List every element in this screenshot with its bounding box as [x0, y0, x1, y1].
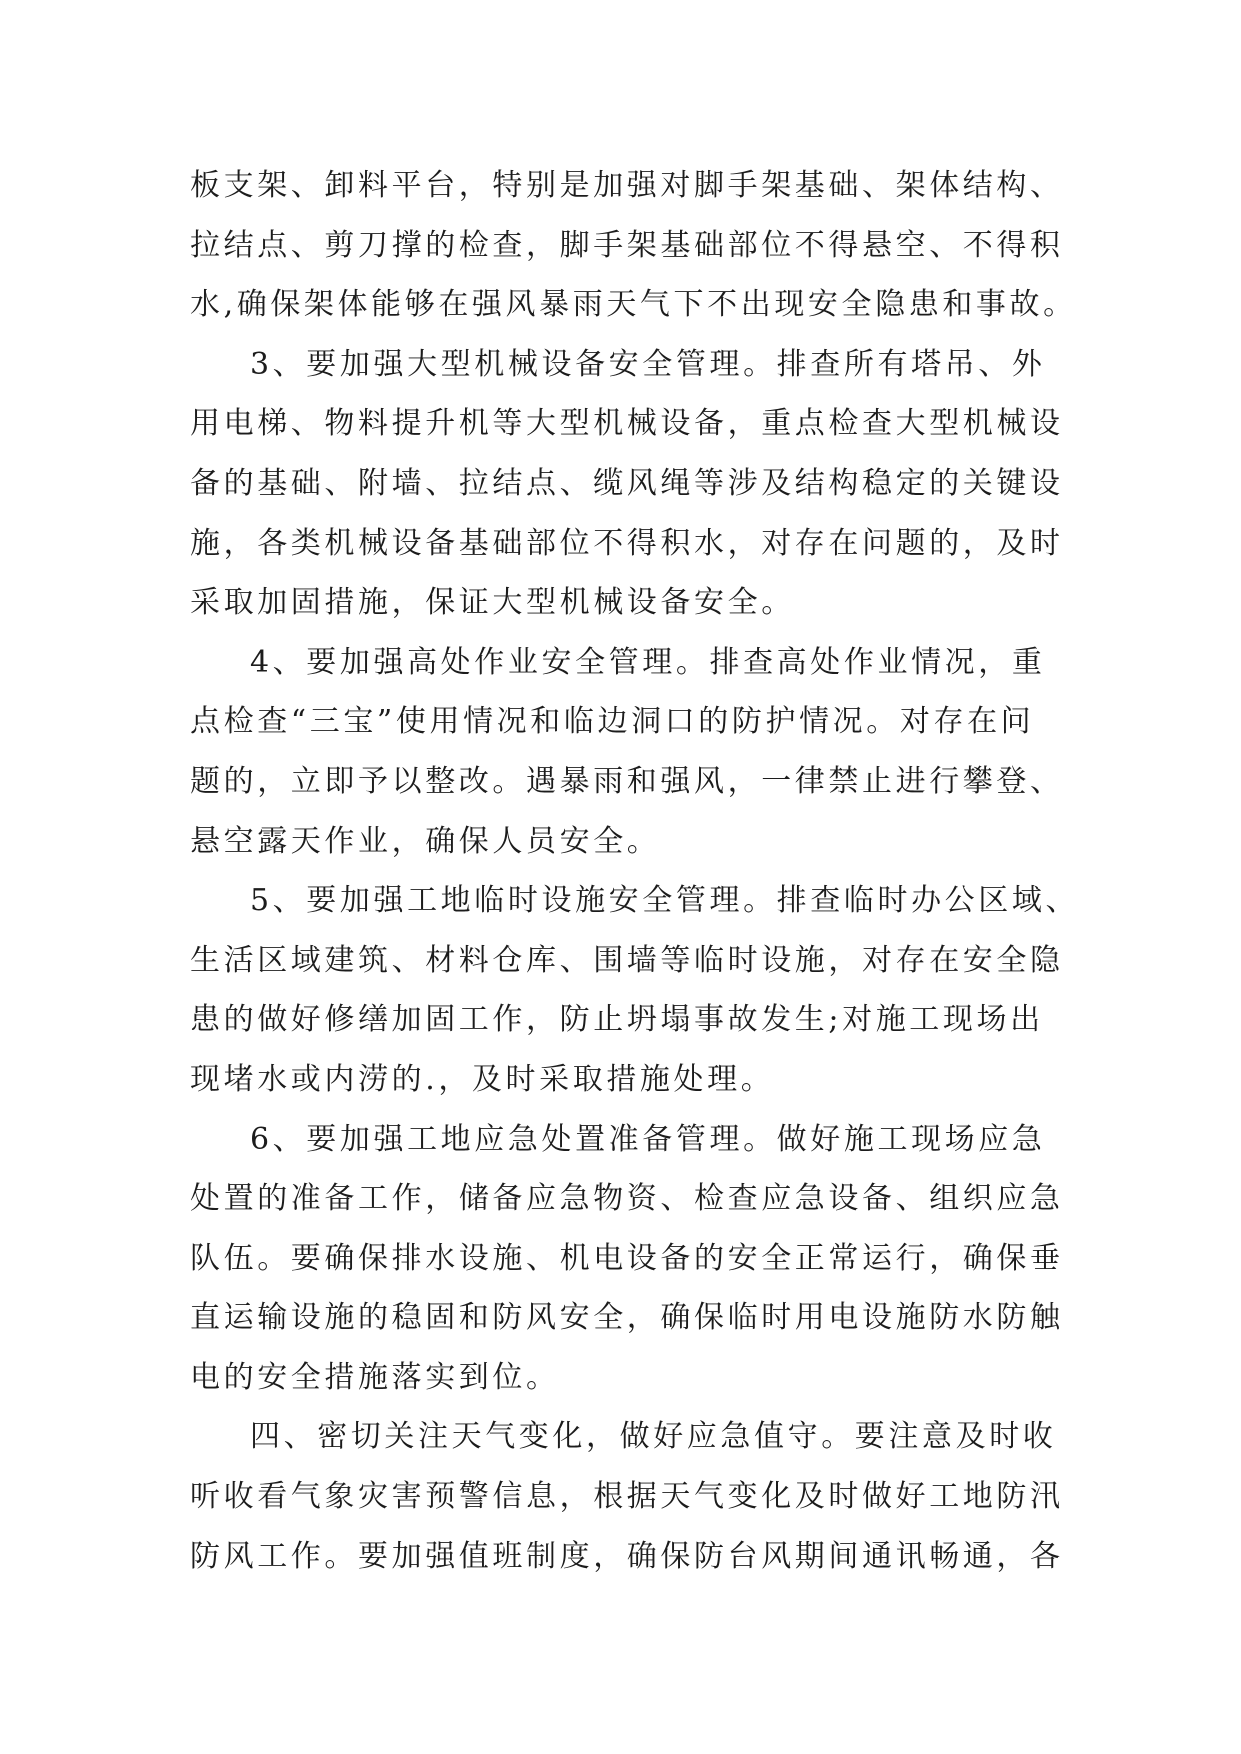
text-line: 现堵水或内涝的.，及时采取措施处理。 — [190, 1061, 775, 1097]
text-line: 水,确保架体能够在强风暴雨天气下不出现安全隐患和事故。 — [190, 287, 1077, 323]
text-line: 施，各类机械设备基础部位不得积水，对存在问题的，及时 — [190, 525, 1064, 561]
text-line: 患的做好修缮加固工作，防止坍塌事故发生;对施工现场出 — [190, 1002, 1044, 1038]
text-line: 点检查“三宝”使用情况和临边洞口的防护情况。对存在问 — [190, 704, 1035, 740]
paragraph-start-line: 6、要加强工地应急处置准备管理。做好施工现场应急 — [250, 1121, 1046, 1157]
text-line: 直运输设施的稳固和防风安全，确保临时用电设施防水防触 — [190, 1300, 1064, 1336]
paragraph-start-line: 3、要加强大型机械设备安全管理。排查所有塔吊、外 — [250, 346, 1046, 382]
text-line: 采取加固措施，保证大型机械设备安全。 — [190, 585, 795, 621]
text-line: 拉结点、剪刀撑的检查，脚手架基础部位不得悬空、不得积 — [190, 227, 1064, 263]
text-line: 悬空露天作业，确保人员安全。 — [190, 823, 661, 859]
paragraph-start-line: 4、要加强高处作业安全管理。排查高处作业情况，重 — [250, 644, 1046, 680]
text-line: 用电梯、物料提升机等大型机械设备，重点检查大型机械设 — [190, 406, 1064, 442]
text-line: 板支架、卸料平台，特别是加强对脚手架基础、架体结构、 — [190, 168, 1064, 203]
text-line: 备的基础、附墙、拉结点、缆风绳等涉及结构稳定的关键设 — [190, 465, 1064, 501]
document-body — [190, 156, 1090, 1586]
text-line: 题的，立即予以整改。遇暴雨和强风，一律禁止进行攀登、 — [190, 763, 1064, 799]
text-line: 防风工作。要加强值班制度，确保防台风期间通讯畅通，各 — [190, 1538, 1064, 1574]
text-line: 生活区域建筑、材料仓库、围墙等临时设施，对存在安全隐 — [190, 942, 1064, 978]
paragraph-start-line: 四、密切关注天气变化，做好应急值守。要注意及时收 — [250, 1419, 1057, 1455]
text-line: 队伍。要确保排水设施、机电设备的安全正常运行，确保垂 — [190, 1240, 1064, 1276]
text-line: 处置的准备工作，储备应急物资、检查应急设备、组织应急 — [190, 1181, 1064, 1217]
text-line: 电的安全措施落实到位。 — [190, 1359, 560, 1395]
paragraph-start-line: 5、要加强工地临时设施安全管理。排查临时办公区域、 — [250, 883, 1080, 919]
text-line: 听收看气象灾害预警信息，根据天气变化及时做好工地防汛 — [190, 1479, 1064, 1515]
